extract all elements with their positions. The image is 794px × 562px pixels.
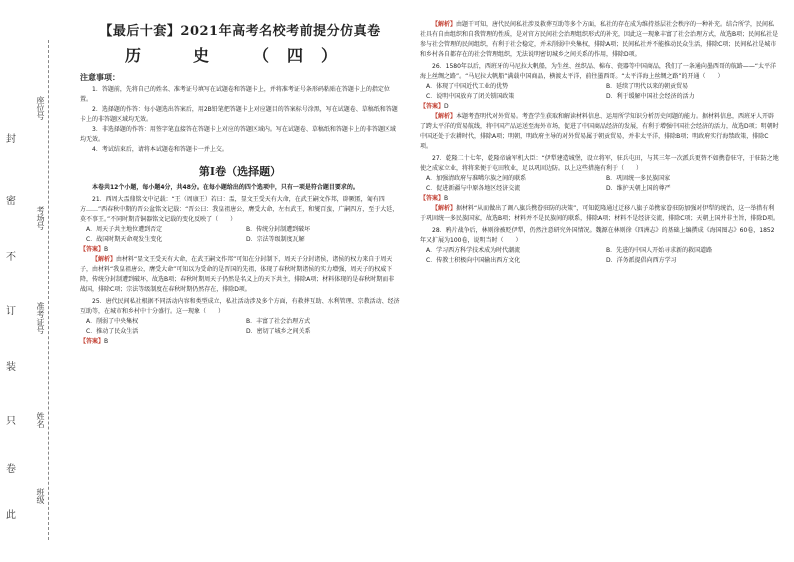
section-intro: 本卷共12个小题，每小题4分，共48分。在每小题给出的四个选项中，只有一项是符合题目要求的。 <box>92 184 359 191</box>
q26-analysis-text: 本题考查明代对外贸易。考查学生获取和解读材料信息、运用所学知识分析历史问题的能力。据材料信息，西班牙人开辟了跨太平洋的贸易航线，将中国产品运送至海外市场，促进了中国商品经济的发展，有利于增强中国社会经济的活力，故选D项；明朝时中国还处于农耕时代，排除A项；明朝，明政府主导的对外贸易属于朝贡贸易，并非太平洋，排除B项；明政府实行海禁政策，排除C项。 <box>420 113 779 150</box>
notice-item-3: 3．非选择题的作答：用签字笔直接答在答题卡上对应的答题区域内。写在试题卷、草稿纸和答题卡上的非答题区域均无效。 <box>80 126 396 143</box>
q21-analysis-text: 由材料“显文王受天有大命，在武王嗣文作邦”可知在分封制下，周天子分封诸侯，诸侯的权力来自于周天子，由材料“我皇祖唐公，膺受大命”可知以为受命的是晋国的先祖，体现了春秋时期诸侯的实力增强，周天子的权威下降，传统分封制遭到破坏，故选B项；春秋时期周天子仍然是名义上的天下共主，排除A项；材料体现的是春秋时期而非战国，排除C项；宗法等级制度在春秋时期仍然存在，排除D项。 <box>80 256 395 293</box>
notice-item-1: 1．答题前，先将自己的姓名、准考证号填写在试题卷和答题卡上，并将准考证号条形码粘贴在答题卡上的指定位置。 <box>80 86 390 103</box>
q27-options <box>420 174 780 194</box>
q26-option-d: D．利于缓解中国社会经济的活力 <box>606 93 695 100</box>
q25-stem: 25．唐代民间私社根据不同活动内容和类型成立，私社活动涉及多个方面，有救葬互助、水利管理、宗教活动、经济互助等，在城市和乡村中十分盛行。这一现象（ ） <box>80 298 400 315</box>
seal-char-2: 密 <box>6 196 16 207</box>
seal-char-5: 装 <box>6 362 16 373</box>
left-column <box>80 20 400 347</box>
q28-option-b: B．先进的中国人开始寻求新的救国道路 <box>606 247 713 254</box>
q27-option-c: C．促进新疆与中原各地区经济交流 <box>426 185 521 192</box>
q21-answer <box>80 245 400 255</box>
seal-char-8: 此 <box>6 510 16 521</box>
analysis-tag: 【解析】 <box>432 205 457 212</box>
q26-option-b: B．延续了明代以来的朝贡贸易 <box>606 83 689 90</box>
section-title: 第Ⅰ卷（选择题） <box>198 165 282 178</box>
q26-answer-value: D <box>444 103 449 110</box>
analysis-tag: 【解析】 <box>432 21 457 28</box>
q25-answer-value: B <box>104 338 109 345</box>
analysis-tag: 【解析】 <box>432 113 457 120</box>
q28-option-d: D．洋务派提倡向西方学习 <box>606 257 677 264</box>
q27-analysis <box>420 204 780 224</box>
seal-char-6: 只 <box>6 416 16 427</box>
notice-item-4: 4．考试结束后，请将本试题卷和答题卡一并上交。 <box>92 146 228 153</box>
q25-answer <box>80 337 400 347</box>
q21-analysis <box>80 255 400 295</box>
q27-stem: 27．乾隆二十七年，乾隆帝谕军机大臣：“伊犁建造城堡，设立将军，驻兵屯田，与其三年一次派兵更替不如携眷驻守，于驻防之地使之成家立业，将将来便于屯田牧业，足以巩固边防。以上这些措施有利于（ ） <box>420 155 779 172</box>
q28-option-c: C．传教士积极向中国输出西方文化 <box>426 257 521 264</box>
q25-options <box>80 317 400 337</box>
q21-option-a: A．周天子共主地位遭到否定 <box>86 226 163 233</box>
q26-answer <box>420 102 780 112</box>
notice-item-2: 2．选择题的作答：每小题选出答案后，用2B铅笔把答题卡上对应题目的答案标号涂黑，写在试题卷、草稿纸和答题卡上的非答题区域均无效。 <box>80 106 398 123</box>
q28-option-a: A．学习西方科学技术成为时代潮流 <box>426 247 521 254</box>
q26-option-a: A．体现了中国近代工业的优势 <box>426 83 509 90</box>
notice-heading: 注意事项： <box>80 73 120 82</box>
q27-option-d: D．维护天朝上国的尊严 <box>606 185 671 192</box>
seal-char-1: 封 <box>6 134 16 145</box>
q25-option-b: B．丰富了社会治理方式 <box>246 318 311 325</box>
q25-option-c: C．推动了民众生活 <box>86 328 139 335</box>
q21-option-c: C．战国时期天命观发生变化 <box>86 236 163 243</box>
subject-title: 历 史 （四） <box>124 46 355 65</box>
q21-option-d: D．宗法等级制度瓦解 <box>246 236 305 243</box>
q21-answer-value: B <box>104 246 109 253</box>
q26-option-c: C．说明中国放弃了闭关锁国政策 <box>426 93 515 100</box>
analysis-tag: 【解析】 <box>92 256 117 263</box>
seat-number-label: 座位号 <box>36 96 45 120</box>
q27-answer <box>420 194 780 204</box>
answer-tag: 【答案】 <box>80 338 105 345</box>
q21-stem: 21．西周大盂鼎铭文中记载：“王（周康王）若曰：盂，显文王受天有大命，在武王嗣文作邦，辟厥匿，匍有四方……”西春秋中期的晋公盆铭文记载：“晋公曰：我皇祖唐公，膺受大命，左右武王，和燮百蛮，广嗣四方，至于大廷，莫不事王。”不同时期青铜器铭文记载的变化反映了（ ） <box>80 196 399 223</box>
q26-analysis <box>420 112 780 152</box>
exam-title: 【最后十套】2021年高考名校考前提分仿真卷 <box>99 24 381 39</box>
q25-option-a: A．削弱了中央集权 <box>86 318 139 325</box>
q28-options <box>420 246 780 266</box>
answer-tag: 【答案】 <box>420 103 445 110</box>
q27-analysis-text: 据材料“从而做出了调八旗兵携眷驻防的决策”，可知乾隆通过迁移八旗子弟携家眷驻防加强对伊犁的统治，这一举措有利于巩固统一多民族国家，故选B项；材料并不是民族间的联系，排除A项；材料不是经济交流，排除C项；天朝上国并非主旨，排除D项。 <box>420 205 780 222</box>
answer-tag: 【答案】 <box>80 246 105 253</box>
name-label: 姓名 <box>36 412 45 428</box>
q26-stem: 26．1580年以后，西班牙的马尼拉大帆船，为生丝、丝织品、棉布、瓷器等中国商品，我们了一条通向墨西哥的航路——“太平洋海上丝绸之路”。“马尼拉大帆船”满载中国商品，横渡太平洋，前往墨西哥。“太平洋海上丝绸之路”的开通（ ） <box>420 63 777 80</box>
q25-option-d: D．密切了城乡之间关系 <box>246 328 311 335</box>
q27-answer-value: B <box>444 195 449 202</box>
answer-tag: 【答案】 <box>420 195 445 202</box>
binding-strip <box>6 40 62 540</box>
q21-option-b: B．传统分封制遭到破坏 <box>246 226 311 233</box>
class-label: 班级 <box>36 488 45 504</box>
right-column <box>420 20 780 266</box>
seal-char-4: 订 <box>6 306 16 317</box>
binding-dashed-line <box>48 40 49 540</box>
q28-stem: 28．鸦片战争后，林则徐被贬伊犁，仍然注意研究外国情况。魏源在林则徐《四洲志》的基础上编撰成《海国图志》60卷，1852年又扩展为100卷，说明当时（ ） <box>420 227 775 244</box>
seal-char-3: 不 <box>6 252 16 263</box>
exam-room-label: 考场号 <box>36 206 45 230</box>
q27-option-b: B．巩固统一多民族国家 <box>606 175 671 182</box>
q25-analysis-text: 由题干可知，唐代民间私社涉及救葬互助等多个方面，私社的存在成为维持基层社会秩序的一种补充。结合所学，民间私社具有自由组织和自我管理的性质，是对官方民间社会治理组织形式的补充，因此这一现象丰富了社会治理方式，故选B项；民间私社是参与社会管理的民间组织，有利于社会稳定，并未削弱中央集权，排除A项；民间私社并不能推动民众生活，排除C项；民间私社是城市和乡村各自都存在的社会管理组织，无法说明密切城乡之间关系的作用，排除D项。 <box>420 21 779 58</box>
q27-option-a: A．加强清政府与准噶尔族之间的联系 <box>426 175 527 182</box>
q21-options <box>80 225 400 245</box>
q25-analysis <box>420 20 780 60</box>
q26-options <box>420 82 780 102</box>
admission-number-label: 准考证号 <box>36 302 45 334</box>
seal-char-7: 卷 <box>6 464 16 475</box>
